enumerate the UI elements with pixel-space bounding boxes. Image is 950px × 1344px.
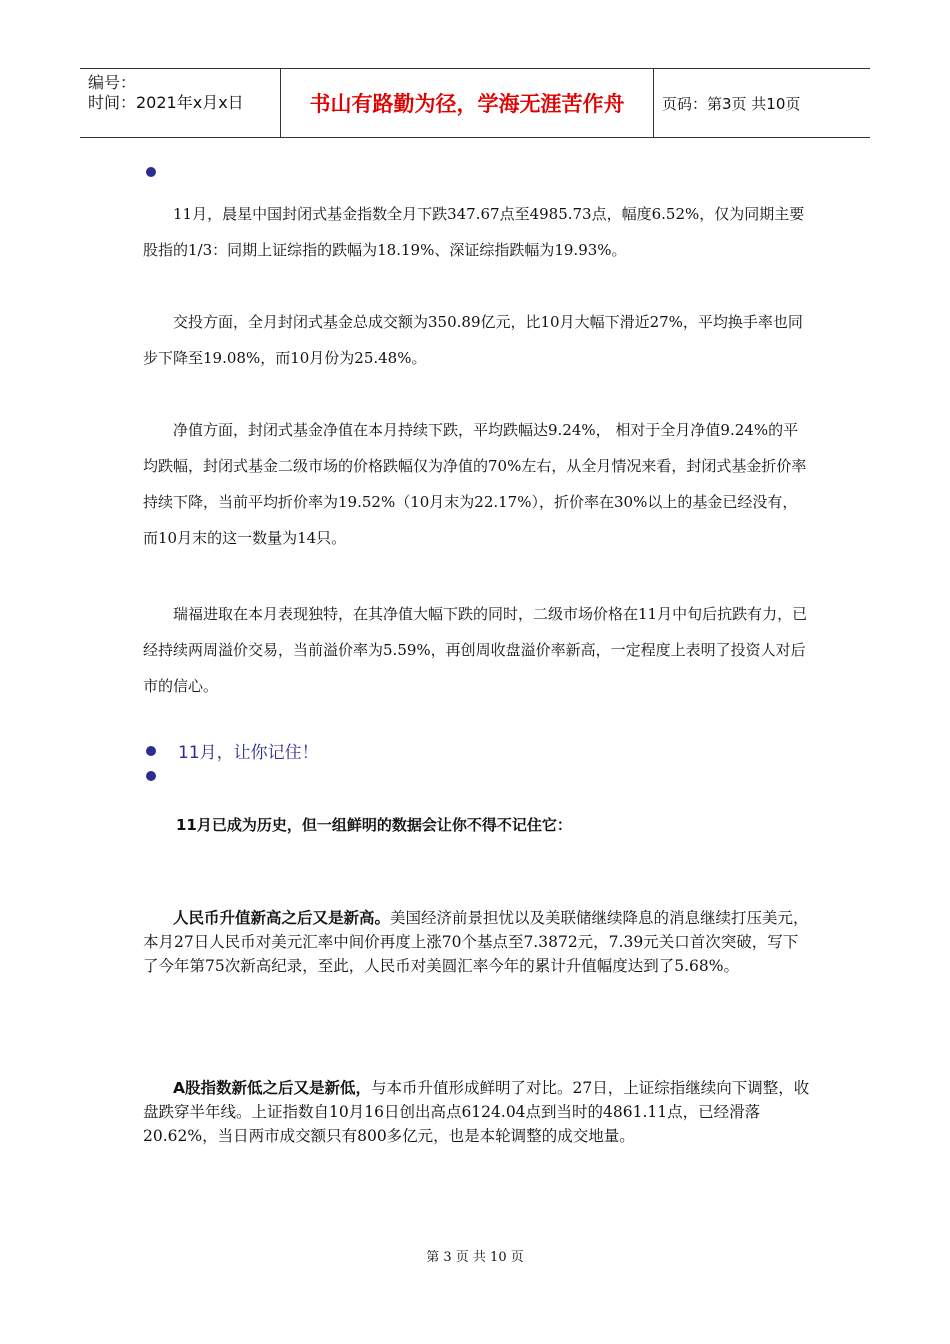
page-footer: 第 3 页 共 10 页 <box>426 1250 524 1265</box>
section-intro: 11月已成为历史，但一组鲜明的数据会让你不得不记住它： <box>176 816 572 834</box>
date-label: 时间：2021年x月x日 <box>88 93 244 112</box>
number-label: 编号： <box>88 73 137 92</box>
item-2 <box>143 1076 811 1148</box>
item-1 <box>143 906 811 978</box>
paragraph-1: 11月，晨星中国封闭式基金指数全月下跌347.67点至4985.73点，幅度6.52%，仅为同期主要股指的1/3：同期上证综指的跌幅为18.19%、深证综指跌幅为19.93%。 <box>143 205 805 259</box>
paragraph-3: 净值方面，封闭式基金净值在本月持续下跌，平均跌幅达9.24%， 相对于全月净值9.24%的平均跌幅，封闭式基金二级市场的价格跌幅仅为净值的70%左右，从全月情况来看，封闭式基金折价率持续下降，当前平均折价率为19.52%（10月末为22.17%），折价率在30%以上的基金已经没有，而10月末的这一数量为14只。 <box>143 421 807 547</box>
page-header <box>80 68 870 138</box>
header-motto: 书山有路勤为径，学海无涯苦作舟 <box>280 69 654 137</box>
bullet-icon <box>146 746 156 756</box>
section-heading: 11月，让你记住！ <box>178 743 319 763</box>
item-1-text: 美国经济前景担忧以及美联储继续降息的消息继续打压美元，本月27日人民币对美元汇率中间价再度上涨70个基点至7.3872元，7.39元关口首次突破，写下了今年第75次新高纪录，至此，人民币对美圆汇率今年的累计升值幅度达到了5.68%。 <box>143 909 809 975</box>
item-2-text: 与本币升值形成鲜明了对比。27日，上证综指继续向下调整，收盘跌穿半年线。上证指数自10月16日创出高点6124.04点到当时的4861.11点，已经滑落20.62%，当日两市成交额只有800多亿元，也是本轮调整的成交地量。 <box>143 1079 810 1145</box>
paragraph-4: 瑞福进取在本月表现独特，在其净值大幅下跌的同时，二级市场价格在11月中旬后抗跌有力，已经持续两周溢价交易，当前溢价率为5.59%，再创周收盘溢价率新高，一定程度上表明了投资人对后市的信心。 <box>143 605 808 695</box>
paragraph-2: 交投方面，全月封闭式基金总成交额为350.89亿元，比10月大幅下滑近27%，平均换手率也同步下降至19.08%，而10月份为25.48%。 <box>143 313 803 367</box>
item-2-heading: A股指数新低之后又是新低， <box>173 1079 371 1097</box>
header-info <box>80 69 280 137</box>
item-1-heading: 人民币升值新高之后又是新高。 <box>173 909 391 927</box>
bullet-icon <box>146 771 156 781</box>
bullet-icon <box>146 167 156 177</box>
header-page-label: 页码：第3页 共10页 <box>662 94 801 113</box>
